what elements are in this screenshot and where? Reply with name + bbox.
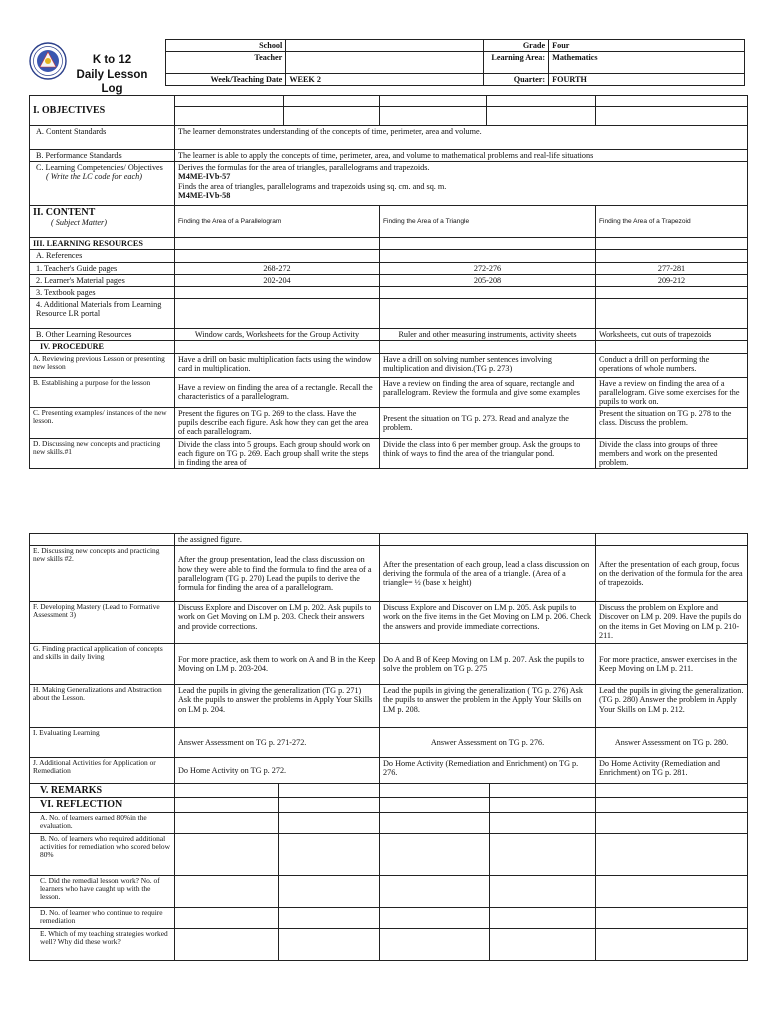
proc-j-1: Do Home Activity on TG p. 272.: [175, 758, 380, 784]
content-standards-label: A. Content Standards: [30, 126, 175, 150]
proc-b-1: Have a review on finding the area of a rectangle. Recall the characteristics of a parallelogram.: [175, 377, 380, 408]
remarks-heading: V. REMARKS: [30, 784, 175, 798]
textbook-pages-label: 3. Textbook pages: [30, 286, 175, 298]
proc-d-3: Divide the class into groups of three members and work on the presented problem.: [596, 438, 748, 469]
objectives-heading: I. OBJECTIVES: [30, 96, 175, 126]
learners-material-label: 2. Learner's Material pages: [30, 274, 175, 286]
week-label: Week/Teaching Date: [166, 74, 286, 86]
other-resources-3: Worksheets, cut outs of trapezoids: [596, 329, 748, 341]
other-resources-2: Ruler and other measuring instruments, activity sheets: [380, 329, 596, 341]
content-heading: II. CONTENT ( Subject Matter): [30, 206, 175, 238]
reflection-b-label: B. No. of learners who required additional activities for remediation who scored below 80%: [30, 833, 175, 875]
learning-area-label: Learning Area:: [484, 52, 549, 74]
learning-area-value: Mathematics: [549, 52, 745, 74]
teacher-field[interactable]: [286, 52, 484, 74]
proc-b-3: Have a review on finding the area of a parallelogram. Give some exercises for the pupils to work on.: [596, 377, 748, 408]
school-field[interactable]: [286, 40, 484, 52]
proc-a-1: Have a drill on basic multiplication facts using the window card in multiplication.: [175, 353, 380, 377]
proc-j-3: Do Home Activity (Remediation and Enrichment) on TG p. 281.: [596, 758, 748, 784]
content-standards-value: The learner demonstrates understanding of the concepts of time, perimeter, area and volume.: [175, 126, 748, 150]
proc-c-label: C. Presenting examples/ instances of the new lesson.: [30, 408, 175, 439]
reflection-heading: VI. REFLECTION: [30, 798, 175, 812]
quarter-value: FOURTH: [549, 74, 745, 86]
tg-pages-1: 268-272: [175, 262, 380, 274]
proc-c-2: Present the situation on TG p. 273. Read and analyze the problem.: [380, 408, 596, 439]
other-resources-1: Window cards, Worksheets for the Group Activity: [175, 329, 380, 341]
proc-g-label: G. Finding practical application of concepts and skills in daily living: [30, 644, 175, 685]
lm-pages-1: 202-204: [175, 274, 380, 286]
grade-value: Four: [549, 40, 745, 52]
proc-b-label: B. Establishing a purpose for the lesson: [30, 377, 175, 408]
learning-resources-heading: III. LEARNING RESOURCES: [30, 238, 175, 250]
proc-g-3: For more practice, answer exercises in the Keep Moving on LM p. 211.: [596, 644, 748, 685]
proc-h-1: Lead the pupils in giving the generalization (TG p. 271) Ask the pupils to answer the problems in Apply Your Skills on LM p. 204.: [175, 685, 380, 728]
proc-e-3: After the presentation of each group, focus on the derivation of the formula for the area of trapezoids.: [596, 546, 748, 602]
content-topic-trapezoid: Finding the Area of a Trapezoid: [596, 206, 748, 238]
performance-standards-value: The learner is able to apply the concepts of time, perimeter, area, and volume to mathematical problems and real-life situations: [175, 150, 748, 162]
proc-e-1: After the group presentation, lead the class discussion on how they were able to find the formula to find the area of a parallelogram (TG p. 270) Lead the pupils to derive the formula for finding the area of a parallelogram.: [175, 546, 380, 602]
proc-g-2: Do A and B of Keep Moving on LM p. 207. Ask the pupils to solve the problem on TG p. 275: [380, 644, 596, 685]
school-label: School: [166, 40, 286, 52]
learning-competencies-value: Derives the formulas for the area of triangles, parallelograms and trapezoids. M4ME-IVb-57 Finds the area of triangles, parallelograms and trapezoids using sq. cm. and sq. m. M4ME-IVb-58: [175, 162, 748, 206]
grade-label: Grade: [484, 40, 549, 52]
proc-f-1: Discuss Explore and Discover on LM p. 202. Ask pupils to work on Get Moving on LM p. 203. Check their answers and provide corrections.: [175, 602, 380, 644]
proc-a-3: Conduct a drill on performing the operations of whole numbers.: [596, 353, 748, 377]
reflection-a-label: A. No. of learners earned 80%in the evaluation.: [30, 812, 175, 833]
references-label: A. References: [30, 250, 175, 262]
proc-a-2: Have a drill on solving number sentences involving multiplication and division.(TG p. 273): [380, 353, 596, 377]
additional-materials-label: 4. Additional Materials from Learning Resource LR portal: [30, 299, 175, 329]
reflection-c-label: C. Did the remedial lesson work? No. of learners who have caught up with the lesson.: [30, 875, 175, 907]
proc-i-1: Answer Assessment on TG p. 271-272.: [175, 728, 380, 758]
proc-c-3: Present the situation on TG p. 278 to the class. Discuss the problem.: [596, 408, 748, 439]
proc-i-label: I. Evaluating Learning: [30, 728, 175, 758]
proc-a-label: A. Reviewing previous Lesson or presenting new lesson: [30, 353, 175, 377]
proc-f-2: Discuss Explore and Discover on LM p. 205. Ask pupils to work on the five items in the Get Moving on LM p. 206. Check the answers and provide immediate corrections.: [380, 602, 596, 644]
reflection-e-label: E. Which of my teaching strategies worked well? Why did these work?: [30, 928, 175, 960]
quarter-label: Quarter:: [484, 74, 549, 86]
teacher-label: Teacher: [166, 52, 286, 74]
proc-b-2: Have a review on finding the area of square, rectangle and parallelogram. Review the formula and give some examples: [380, 377, 596, 408]
proc-i-2: Answer Assessment on TG p. 276.: [380, 728, 596, 758]
tg-pages-3: 277-281: [596, 262, 748, 274]
proc-e-2: After the presentation of each group, lead a class discussion on deriving the formula of the area of a triangle. (Area of a triangle= ½ (base x height): [380, 546, 596, 602]
other-resources-label: B. Other Learning Resources: [30, 329, 175, 341]
proc-j-label: J. Additional Activities for Application or Remediation: [30, 758, 175, 784]
lesson-log-table-page2: [29, 533, 748, 961]
lm-pages-3: 209-212: [596, 274, 748, 286]
proc-j-2: Do Home Activity (Remediation and Enrichment) on TG p. 276.: [380, 758, 596, 784]
proc-i-3: Answer Assessment on TG p. 280.: [596, 728, 748, 758]
proc-d-label: D. Discussing new concepts and practicing new skills.#1: [30, 438, 175, 469]
proc-d-1: Divide the class into 5 groups. Each group should work on each figure on TG p. 269. Each group shall write the steps in finding the area of: [175, 438, 380, 469]
proc-f-3: Discuss the problem on Explore and Discover on LM p. 209. Have the pupils do on the items in Get Moving on LM p. 210-211.: [596, 602, 748, 644]
proc-c-1: Present the figures on TG p. 269 to the class. Have the pupils describe each figure. Ask how they can get the area of each parallelogram.: [175, 408, 380, 439]
learning-competencies-label: C. Learning Competencies/ Objectives ( Write the LC code for each): [30, 162, 175, 206]
week-value: WEEK 2: [286, 74, 484, 86]
proc-g-1: For more practice, ask them to work on A and B in the Keep Moving on LM p. 203-204.: [175, 644, 380, 685]
lesson-log-table-page1: [29, 95, 748, 469]
proc-e-label: E. Discussing new concepts and practicing new skills #2.: [30, 546, 175, 602]
teachers-guide-label: 1. Teacher's Guide pages: [30, 262, 175, 274]
proc-h-2: Lead the pupils in giving the generalization ( TG p. 276) Ask the pupils to answer the problem in the Apply Your Skills on LM p. 208.: [380, 685, 596, 728]
page-title: K to 12 Daily Lesson Log: [76, 54, 148, 96]
lm-pages-2: 205-208: [380, 274, 596, 286]
proc-d-1-continued: the assigned figure.: [175, 534, 380, 546]
procedure-heading: IV. PROCEDURE: [30, 341, 175, 353]
header-info-table: [29, 39, 745, 86]
content-topic-triangle: Finding the Area of a Triangle: [380, 206, 596, 238]
tg-pages-2: 272-276: [380, 262, 596, 274]
reflection-d-label: D. No. of learner who continue to require remediation: [30, 907, 175, 928]
performance-standards-label: B. Performance Standards: [30, 150, 175, 162]
content-topic-parallelogram: Finding the Area of a Parallelogram: [175, 206, 380, 238]
proc-f-label: F. Developing Mastery (Lead to Formative Assessment 3): [30, 602, 175, 644]
proc-h-label: H. Making Generalizations and Abstraction about the Lesson.: [30, 685, 175, 728]
proc-h-3: Lead the pupils in giving the generalization. (TG p. 280) Answer the problem in Apply Your Skills on LM p. 212.: [596, 685, 748, 728]
proc-d-2: Divide the class into 6 per member group. Ask the groups to think of ways to find the area of the triangular pond.: [380, 438, 596, 469]
